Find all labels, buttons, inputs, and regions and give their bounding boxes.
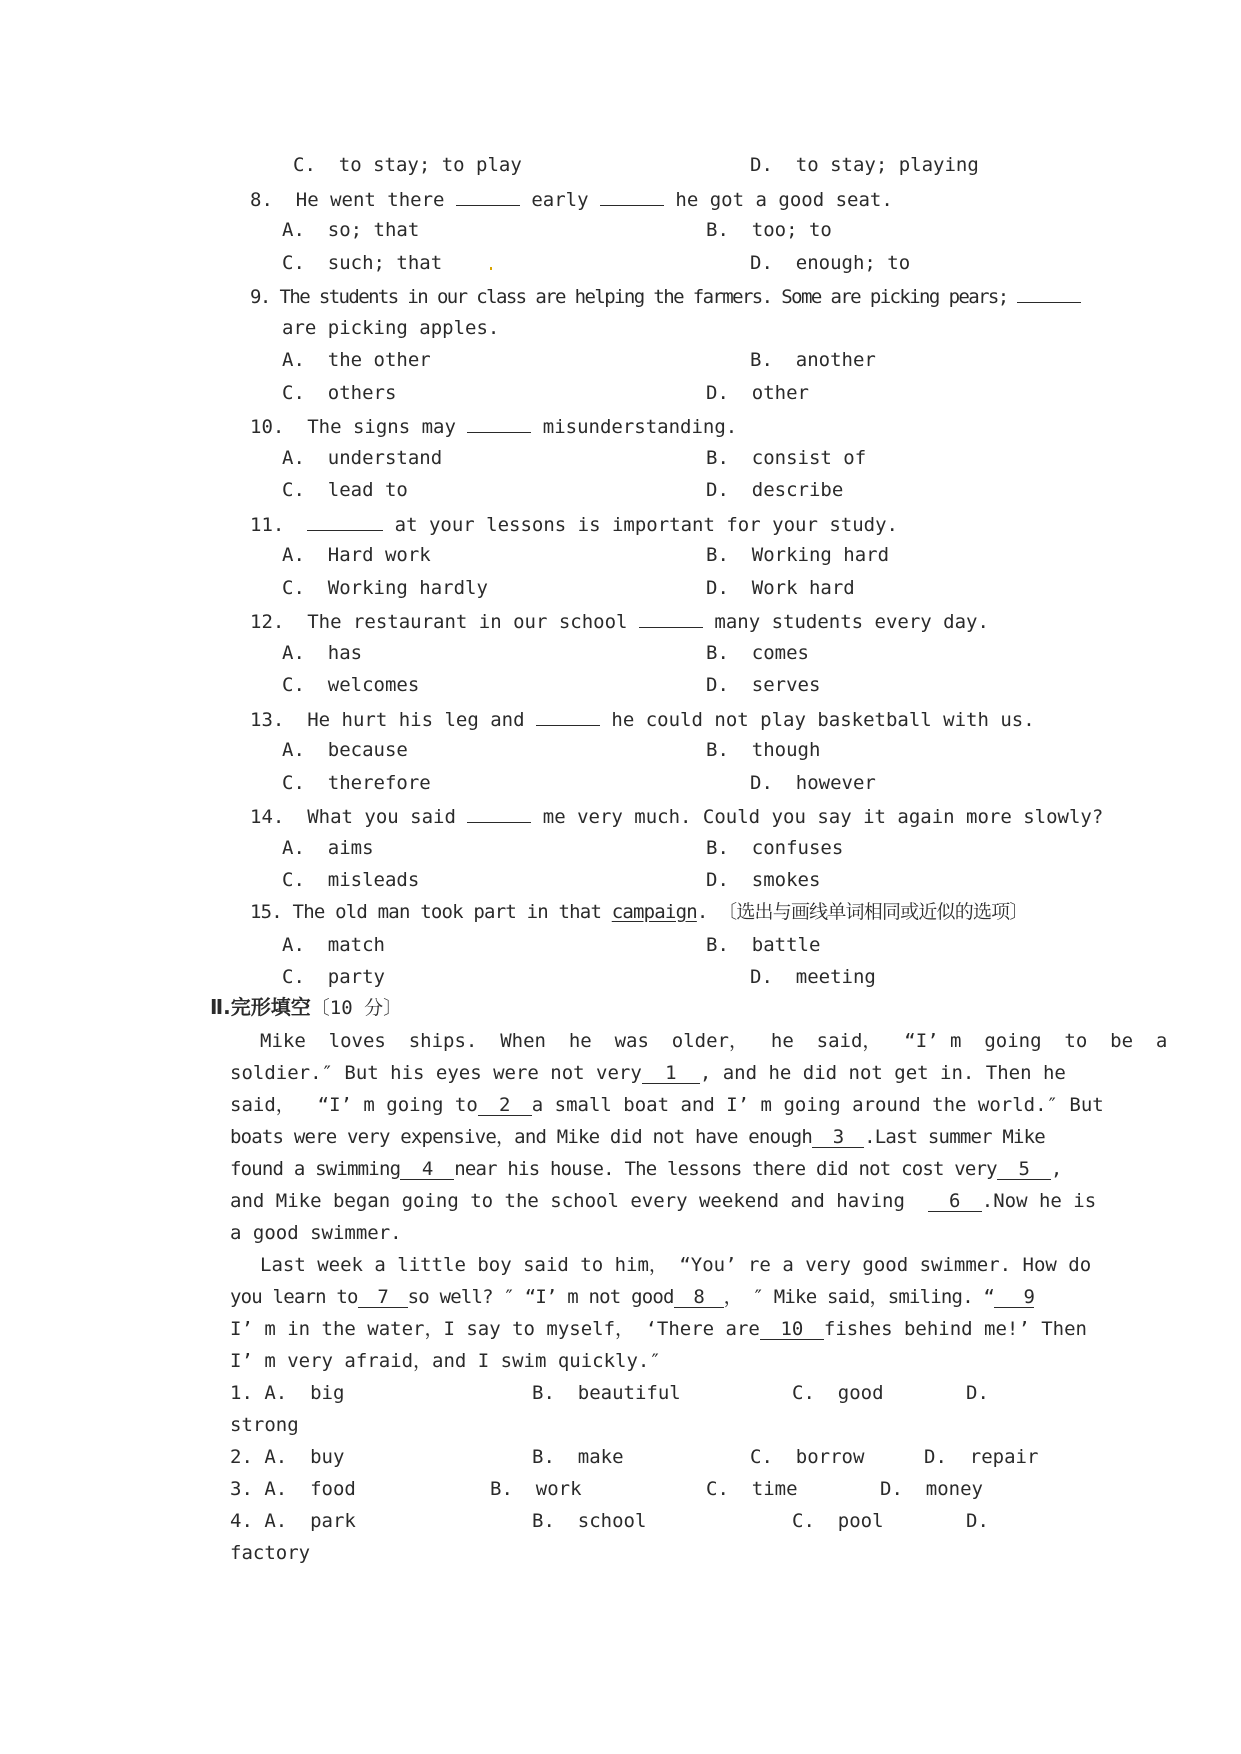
question-12: 12. The restaurant in our school many students every day. xyxy=(250,608,989,634)
q9-option-d: D. other xyxy=(706,382,809,404)
question-9: 9. The students in our class are helping the farmers. Some are picking pears; xyxy=(250,283,1081,309)
cloze-3-option-c: C. time xyxy=(706,1478,798,1500)
q13-option-d: D. however xyxy=(750,772,876,794)
stray-dot xyxy=(490,267,492,270)
q14-option-b: B. confuses xyxy=(706,837,844,859)
cloze-2-option-c: C. borrow xyxy=(750,1446,865,1468)
q8-option-d: D. enough; to xyxy=(750,252,911,274)
cloze-4-option-d: D. xyxy=(966,1510,989,1532)
q11-option-b: B. Working hard xyxy=(706,544,890,566)
q14-option-d: D. smokes xyxy=(706,869,821,891)
passage-line: Mike loves ships. When he was older， he said， “I’ m going to be a xyxy=(260,1030,1168,1052)
cloze-3-number-a: 3. A. food xyxy=(230,1478,356,1500)
passage-line: Last week a little boy said to him， “You’ re a very good swimmer. How do xyxy=(260,1254,1092,1276)
cloze-4-option-c: C. pool xyxy=(792,1510,884,1532)
cloze-1-option-d-text: strong xyxy=(230,1414,299,1436)
q13-option-c: C. therefore xyxy=(282,772,431,794)
q7-option-c: C. to stay; to play xyxy=(293,154,522,176)
cloze-blank: 6 xyxy=(928,1191,982,1212)
cloze-3-option-b: B. work xyxy=(490,1478,582,1500)
q13-option-a: A. because xyxy=(282,739,408,761)
passage-line: and Mike began going to the school every weekend and having 6 .Now he is xyxy=(230,1190,1097,1212)
q11-option-c: C. Working hardly xyxy=(282,577,488,599)
passage-line: found a swimming 4 near his house. The lessons there did not cost very 5 , xyxy=(230,1158,1062,1180)
passage-line: boats were very expensive，and Mike did not have enough 3 .Last summer Mike xyxy=(230,1126,1045,1148)
q14-option-c: C. misleads xyxy=(282,869,420,891)
q10-option-c: C. lead to xyxy=(282,479,408,501)
passage-line: said， “I’ m going to 2 a small boat and I’ m going around the world.″ But xyxy=(230,1094,1104,1116)
cloze-4-number-a: 4. A. park xyxy=(230,1510,356,1532)
cloze-blank: 3 xyxy=(812,1127,864,1148)
q12-option-a: A. has xyxy=(282,642,363,664)
q9-option-c: C. others xyxy=(282,382,397,404)
cloze-4-option-d-text: factory xyxy=(230,1542,311,1564)
cloze-2-option-b: B. make xyxy=(532,1446,624,1468)
passage-line: I’ m in the water，I say to myself， ‘There are 10 fishes behind me!’ Then xyxy=(230,1318,1087,1340)
cloze-1-option-d: D. xyxy=(966,1382,989,1404)
q7-option-d: D. to stay; playing xyxy=(750,154,979,176)
cloze-1-option-c: C. good xyxy=(792,1382,884,1404)
cloze-blank: 4 xyxy=(400,1159,454,1180)
question-15: 15. The old man took part in that campaign. 〔选出与画线单词相同或近似的选项〕 xyxy=(250,901,1028,923)
q9-option-b: B. another xyxy=(750,349,876,371)
cloze-blank: 9 xyxy=(994,1287,1034,1308)
passage-line: soldier.″ But his eyes were not very 1 , and he did not get in. Then he xyxy=(230,1062,1066,1084)
section-2-heading: Ⅱ.完形填空〔10 分〕 xyxy=(210,995,403,1019)
passage-line: you learn to 7 so well? ″ “I’ m not good 8 ， ″ Mike said，smiling. “ 9 xyxy=(230,1286,1035,1308)
passage-line: a good swimmer. xyxy=(230,1222,402,1244)
cloze-blank: 10 xyxy=(760,1319,824,1340)
q8-option-b: B. too; to xyxy=(706,219,832,241)
cloze-2-number-a: 2. A. buy xyxy=(230,1446,345,1468)
q15-option-d: D. meeting xyxy=(750,966,876,988)
q15-option-b: B. battle xyxy=(706,934,821,956)
cloze-1-option-b: B. beautiful xyxy=(532,1382,681,1404)
question-10: 10. The signs may misunderstanding. xyxy=(250,413,737,439)
cloze-blank: 7 xyxy=(358,1287,408,1308)
underlined-word: campaign xyxy=(611,901,697,923)
cloze-2-option-d: D. repair xyxy=(924,1446,1039,1468)
question-11: 11. at your lessons is important for your study. xyxy=(250,511,898,537)
q11-option-a: A. Hard work xyxy=(282,544,431,566)
cloze-blank: 8 xyxy=(674,1287,724,1308)
q9-option-a: A. the other xyxy=(282,349,431,371)
q12-option-c: C. welcomes xyxy=(282,674,420,696)
q13-option-b: B. though xyxy=(706,739,821,761)
cloze-blank: 5 xyxy=(997,1159,1051,1180)
question-14: 14. What you said me very much. Could you say it again more slowly? xyxy=(250,803,1103,829)
cloze-blank: 1 xyxy=(642,1063,700,1084)
q10-option-b: B. consist of xyxy=(706,447,867,469)
q8-option-a: A. so; that xyxy=(282,219,420,241)
q8-option-c: C. such; that xyxy=(282,252,443,274)
cloze-blank: 2 xyxy=(478,1095,532,1116)
q10-option-a: A. understand xyxy=(282,447,443,469)
q15-option-c: C. party xyxy=(282,966,385,988)
q11-option-d: D. Work hard xyxy=(706,577,855,599)
cloze-1-number-a: 1. A. big xyxy=(230,1382,345,1404)
question-8: 8. He went there early he got a good seat. xyxy=(250,186,893,212)
cloze-3-option-d: D. money xyxy=(880,1478,983,1500)
question-13: 13. He hurt his leg and he could not play basketball with us. xyxy=(250,706,1035,732)
q12-option-d: D. serves xyxy=(706,674,821,696)
q14-option-a: A. aims xyxy=(282,837,374,859)
passage-line: I’ m very afraid，and I swim quickly.″ xyxy=(230,1350,661,1372)
q10-option-d: D. describe xyxy=(706,479,844,501)
cloze-4-option-b: B. school xyxy=(532,1510,647,1532)
q12-option-b: B. comes xyxy=(706,642,809,664)
question-9-line2: are picking apples. xyxy=(282,317,500,339)
q15-option-a: A. match xyxy=(282,934,385,956)
